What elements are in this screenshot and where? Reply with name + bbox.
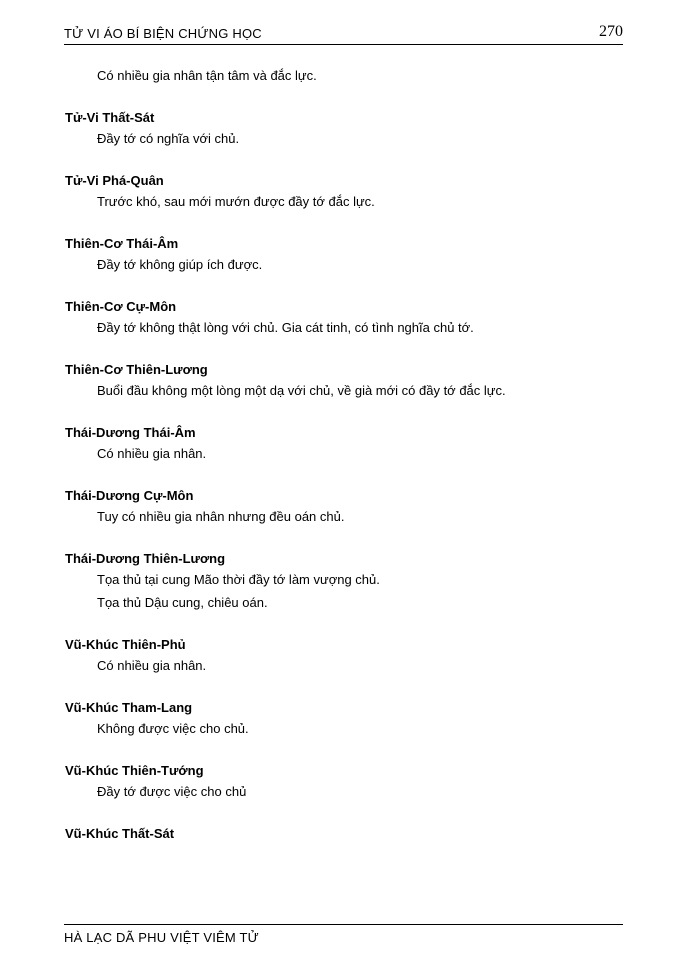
entry-title: Thiên-Cơ Cự-Môn <box>65 299 177 314</box>
entry-title: Vũ-Khúc Thiên-Tướng <box>65 763 204 778</box>
entry-line: Buổi đầu không một lòng một dạ với chủ, về già mới có đầy tớ đắc lực. <box>97 383 506 398</box>
entry-title: Vũ-Khúc Thiên-Phủ <box>65 637 186 652</box>
entry <box>65 550 625 614</box>
entry-title: Tử-Vi Phá-Quân <box>65 173 164 188</box>
entry <box>65 636 625 677</box>
entry <box>65 487 625 528</box>
entry-title: Thái-Dương Thiên-Lương <box>65 551 226 566</box>
entry-line: Tuy có nhiều gia nhân nhưng đều oán chủ. <box>97 509 345 524</box>
book-title: TỬ VI ÁO BÍ BIỆN CHỨNG HỌC <box>64 26 262 41</box>
entry-title: Tử-Vi Thất-Sát <box>65 110 155 125</box>
entry <box>65 762 625 803</box>
entry-line: Tọa thủ Dậu cung, chiêu oán. <box>97 595 268 610</box>
entry <box>65 699 625 740</box>
entry-line: Đầy tớ được việc cho chủ <box>97 784 247 799</box>
entry <box>65 172 625 213</box>
entry <box>65 298 625 339</box>
page-header <box>64 20 623 45</box>
entry-line: Đầy tớ không thật lòng với chủ. Gia cát tinh, có tình nghĩa chủ tớ. <box>97 320 474 335</box>
entry-line: Không được việc cho chủ. <box>97 721 249 736</box>
entry-title: Vũ-Khúc Thất-Sát <box>65 826 175 841</box>
entry <box>65 109 625 150</box>
author-line: HÀ LẠC DÃ PHU VIỆT VIÊM TỬ <box>64 930 259 945</box>
entry <box>65 424 625 465</box>
entry-line: Tọa thủ tại cung Mão thời đầy tớ làm vượng chủ. <box>97 572 380 587</box>
entry-title: Thái-Dương Thái-Âm <box>65 425 196 440</box>
entry-line: Có nhiều gia nhân. <box>97 658 207 673</box>
page-footer <box>64 924 623 945</box>
entry-title: Thái-Dương Cự-Môn <box>65 488 194 503</box>
page-content <box>65 64 625 843</box>
entry <box>65 235 625 276</box>
entry <box>65 825 625 843</box>
entry-line: Đầy tớ không giúp ích được. <box>97 257 263 272</box>
entry-title: Thiên-Cơ Thái-Âm <box>65 236 179 251</box>
entry-title: Vũ-Khúc Tham-Lang <box>65 700 193 715</box>
entry-line: Có nhiều gia nhân. <box>97 446 207 461</box>
entry <box>65 361 625 402</box>
page-number: 270 <box>599 23 623 40</box>
entry-line: Trước khó, sau mới mướn được đầy tớ đắc lực. <box>97 194 375 209</box>
entry-title: Thiên-Cơ Thiên-Lương <box>65 362 208 377</box>
intro-line: Có nhiều gia nhân tận tâm và đắc lực. <box>97 68 317 83</box>
entry-line: Đầy tớ có nghĩa với chủ. <box>97 131 240 146</box>
